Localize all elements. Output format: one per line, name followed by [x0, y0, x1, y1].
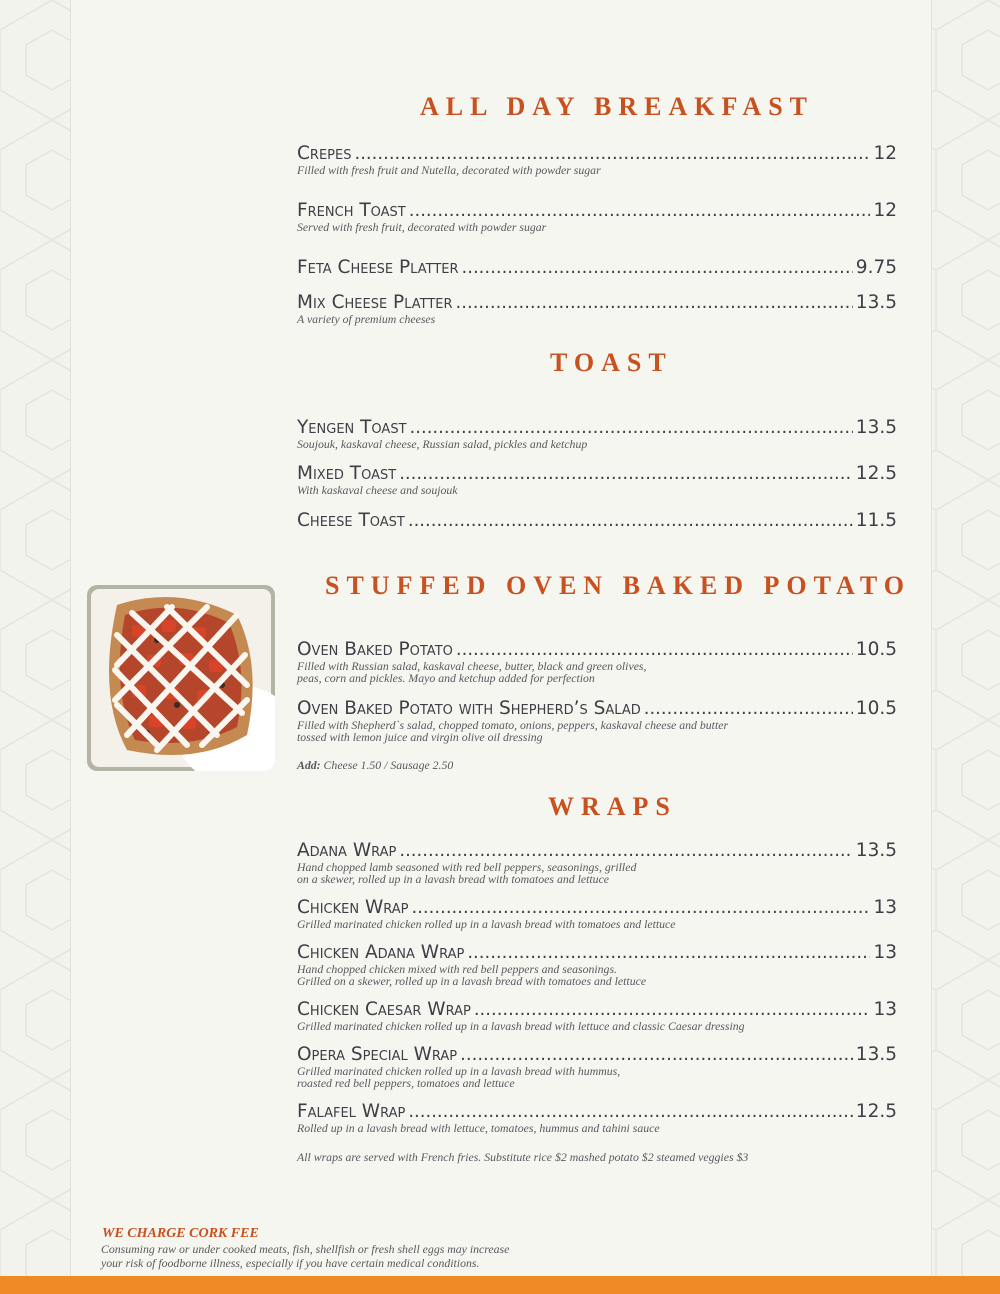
- item-price: 11.5: [855, 510, 897, 531]
- dot-leader: [460, 1046, 853, 1064]
- wraps-note: All wraps are served with French fries. Substitute rice $2 mashed potato $2 steamed veggies $3: [297, 1150, 749, 1164]
- menu-item-opera-special-wrap: [297, 1046, 897, 1090]
- dot-leader: [462, 259, 853, 277]
- section-title-potato: STUFFED OVEN BAKED POTATO: [325, 571, 911, 600]
- addons-text: Cheese 1.50 / Sausage 2.50: [323, 758, 454, 772]
- addons-label: Add:: [297, 758, 321, 772]
- item-description: Filled with Shepherd`s salad, chopped tomato, onions, peppers, kaskaval cheese and butter tossed with lemon juice and virgin olive oil dressing: [297, 717, 729, 744]
- item-description: Hand chopped chicken mixed with red bell peppers and seasonings. Grilled on a skewer, rolled up in a lavash bread with tomatoes and lettuce: [297, 961, 647, 988]
- item-price: 13: [873, 897, 897, 918]
- foodborne-illness-disclaimer: Consuming raw or under cooked meats, fish, shellfish or fresh shell eggs may increase your risk of foodborne illness, especially if you have certain medical conditions.: [101, 1242, 510, 1270]
- item-name: Oven Baked Potato: [297, 639, 453, 660]
- item-price: 9.75: [855, 257, 897, 278]
- cork-fee-warning: WE CHARGE CORK FEE: [102, 1226, 259, 1241]
- item-price: 13.5: [855, 292, 897, 313]
- item-description: Rolled up in a lavash bread with lettuce, tomatoes, hummus and tahini sauce: [297, 1120, 660, 1135]
- item-name: Opera Special Wrap: [297, 1044, 458, 1065]
- item-description: A variety of premium cheeses: [297, 311, 436, 326]
- menu-item-oven-baked-potato: [297, 641, 897, 685]
- potato-photo: [87, 585, 275, 771]
- item-price: 12.5: [855, 1101, 897, 1122]
- dot-leader: [456, 294, 853, 312]
- menu-item-crepes: [297, 145, 897, 176]
- item-description: With kaskaval cheese and soujouk: [297, 482, 458, 497]
- item-description: Grilled marinated chicken rolled up in a lavash bread with tomatoes and lettuce: [297, 916, 676, 931]
- section-title-toast: TOAST: [550, 348, 673, 377]
- item-description: Served with fresh fruit, decorated with powder sugar: [297, 219, 547, 234]
- menu-item-oven-baked-potato-shepherds-salad: [297, 700, 897, 744]
- item-name: Chicken Adana Wrap: [297, 942, 465, 963]
- dot-leader: [409, 202, 871, 220]
- menu-item-yengen-toast: [297, 419, 897, 450]
- item-description: Soujouk, kaskaval cheese, Russian salad, pickles and ketchup: [297, 436, 588, 451]
- item-name: Oven Baked Potato with Shepherd’s Salad: [297, 698, 641, 719]
- dot-leader: [399, 465, 853, 483]
- item-price: 10.5: [855, 639, 897, 660]
- dot-leader: [354, 145, 870, 163]
- item-name: Feta Cheese Platter: [297, 257, 459, 278]
- item-name: Yengen Toast: [297, 417, 407, 438]
- item-name: French Toast: [297, 200, 406, 221]
- item-description: Grilled marinated chicken rolled up in a lavash bread with hummus, roasted red bell peppers, tomatoes and lettuce: [297, 1063, 621, 1090]
- item-description: Grilled marinated chicken rolled up in a lavash bread with lettuce and classic Caesar dressing: [297, 1018, 745, 1033]
- item-price: 12: [873, 200, 897, 221]
- item-name: Cheese Toast: [297, 510, 405, 531]
- item-description: Filled with Russian salad, kaskaval cheese, butter, black and green olives, peas, corn and pickles. Mayo and ketchup added for perfection: [297, 658, 647, 685]
- menu-item-french-toast: [297, 202, 897, 233]
- item-name: Mix Cheese Platter: [297, 292, 453, 313]
- item-price: 13: [873, 942, 897, 963]
- item-price: 12: [873, 143, 897, 164]
- item-price: 12.5: [855, 463, 897, 484]
- menu-item-mixed-toast: [297, 465, 897, 496]
- dot-leader: [408, 512, 853, 530]
- section-title-breakfast: ALL DAY BREAKFAST: [420, 92, 814, 121]
- item-price: 13.5: [855, 840, 897, 861]
- dot-leader: [399, 842, 852, 860]
- item-description: Hand chopped lamb seasoned with red bell peppers, seasonings, grilled on a skewer, rolled up in a lavash bread with tomatoes and lettuce: [297, 859, 637, 886]
- item-description: Filled with fresh fruit and Nutella, decorated with powder sugar: [297, 162, 601, 177]
- menu-item-chicken-wrap: [297, 899, 897, 930]
- potato-photo-illustration: [87, 585, 275, 771]
- dot-leader: [644, 700, 853, 718]
- dot-leader: [456, 641, 853, 659]
- menu-item-feta-cheese-platter: [297, 259, 897, 278]
- menu-item-chicken-adana-wrap: [297, 944, 897, 988]
- item-name: Chicken Wrap: [297, 897, 409, 918]
- item-price: 13: [873, 999, 897, 1020]
- item-name: Falafel Wrap: [297, 1101, 406, 1122]
- menu-item-adana-wrap: [297, 842, 897, 886]
- dot-leader: [408, 1103, 852, 1121]
- item-name: Mixed Toast: [297, 463, 397, 484]
- menu-item-falafel-wrap: [297, 1103, 897, 1134]
- dot-leader: [410, 419, 853, 437]
- menu-item-chicken-caesar-wrap: [297, 1001, 897, 1032]
- item-name: Chicken Caesar Wrap: [297, 999, 471, 1020]
- item-name: Crepes: [297, 143, 352, 164]
- menu-item-mix-cheese-platter: [297, 294, 897, 325]
- section-title-wraps: WRAPS: [548, 792, 677, 821]
- item-price: 13.5: [855, 1044, 897, 1065]
- menu-item-cheese-toast: [297, 512, 897, 531]
- potato-addons-note: [297, 758, 453, 773]
- bottom-accent-bar: [0, 1276, 1000, 1294]
- item-price: 13.5: [855, 417, 897, 438]
- dot-leader: [411, 899, 870, 917]
- dot-leader: [467, 944, 870, 962]
- item-name: Adana Wrap: [297, 840, 397, 861]
- item-price: 10.5: [855, 698, 897, 719]
- dot-leader: [474, 1001, 871, 1019]
